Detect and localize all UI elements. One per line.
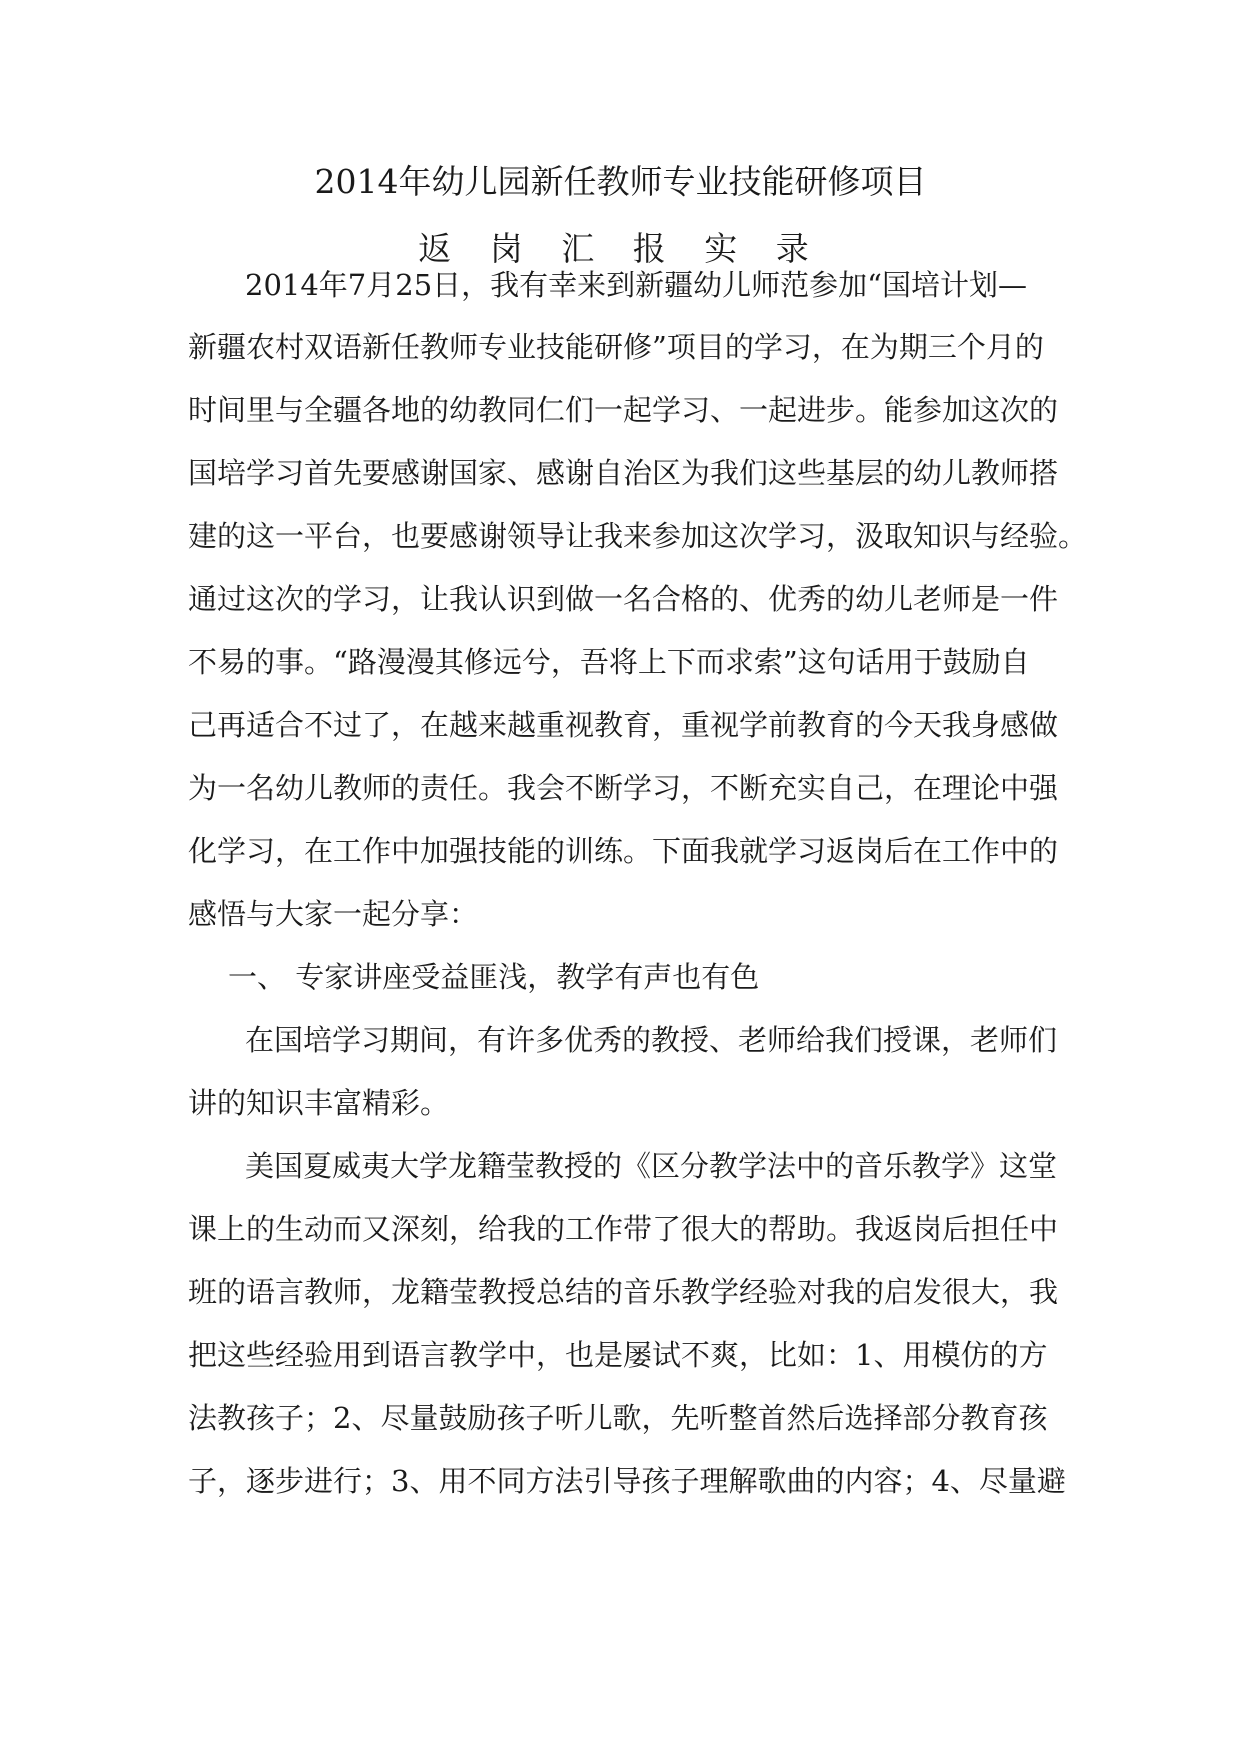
document-subtitle: 返 岗 汇 报 实 录 [418,229,823,268]
body-line: 讲的知识丰富精彩。 [188,1086,450,1120]
body-line: 建的这一平台，也要感谢领导让我来参加这次学习，汲取知识与经验。 [188,519,1088,553]
body-line: 2014年7月25日，我有幸来到新疆幼儿师范参加“国培计划— [245,268,1027,302]
body-line: 国培学习首先要感谢国家、感谢自治区为我们这些基层的幼儿教师搭 [188,456,1059,490]
body-line: 感悟与大家一起分享： [188,897,479,931]
body-line: 班的语言教师，龙籍莹教授总结的音乐教学经验对我的启发很大，我 [188,1275,1059,1309]
document-title: 2014年幼儿园新任教师专业技能研修项目 [314,162,927,201]
body-line: 不易的事。“路漫漫其修远兮，吾将上下而求索”这句话用于鼓励自 [188,645,1030,679]
body-line: 法教孩子；2、尽量鼓励孩子听儿歌，先听整首然后选择部分教育孩 [188,1401,1048,1435]
body-line: 美国夏威夷大学龙籍莹教授的《区分教学法中的音乐教学》这堂 [245,1149,1058,1183]
body-line: 为一名幼儿教师的责任。我会不断学习，不断充实自己，在理论中强 [188,771,1059,805]
body-line: 通过这次的学习，让我认识到做一名合格的、优秀的幼儿老师是一件 [188,582,1059,616]
body-line: 子，逐步进行；3、用不同方法引导孩子理解歌曲的内容；4、尽量避 [188,1464,1066,1498]
body-line: 课上的生动而又深刻，给我的工作带了很大的帮助。我返岗后担任中 [188,1212,1059,1246]
body-line: 新疆农村双语新任教师专业技能研修”项目的学习，在为期三个月的 [188,330,1044,364]
body-line: 化学习，在工作中加强技能的训练。下面我就学习返岗后在工作中的 [188,834,1059,868]
body-line: 在国培学习期间，有许多优秀的教授、老师给我们授课，老师们 [245,1023,1058,1057]
body-line: 时间里与全疆各地的幼教同仁们一起学习、一起进步。能参加这次的 [188,393,1059,427]
section-heading: 一、 专家讲座受益匪浅，教学有声也有色 [228,960,760,994]
body-line: 己再适合不过了，在越来越重视教育，重视学前教育的今天我身感做 [188,708,1059,742]
body-line: 把这些经验用到语言教学中，也是屡试不爽，比如：1、用模仿的方 [188,1338,1048,1372]
